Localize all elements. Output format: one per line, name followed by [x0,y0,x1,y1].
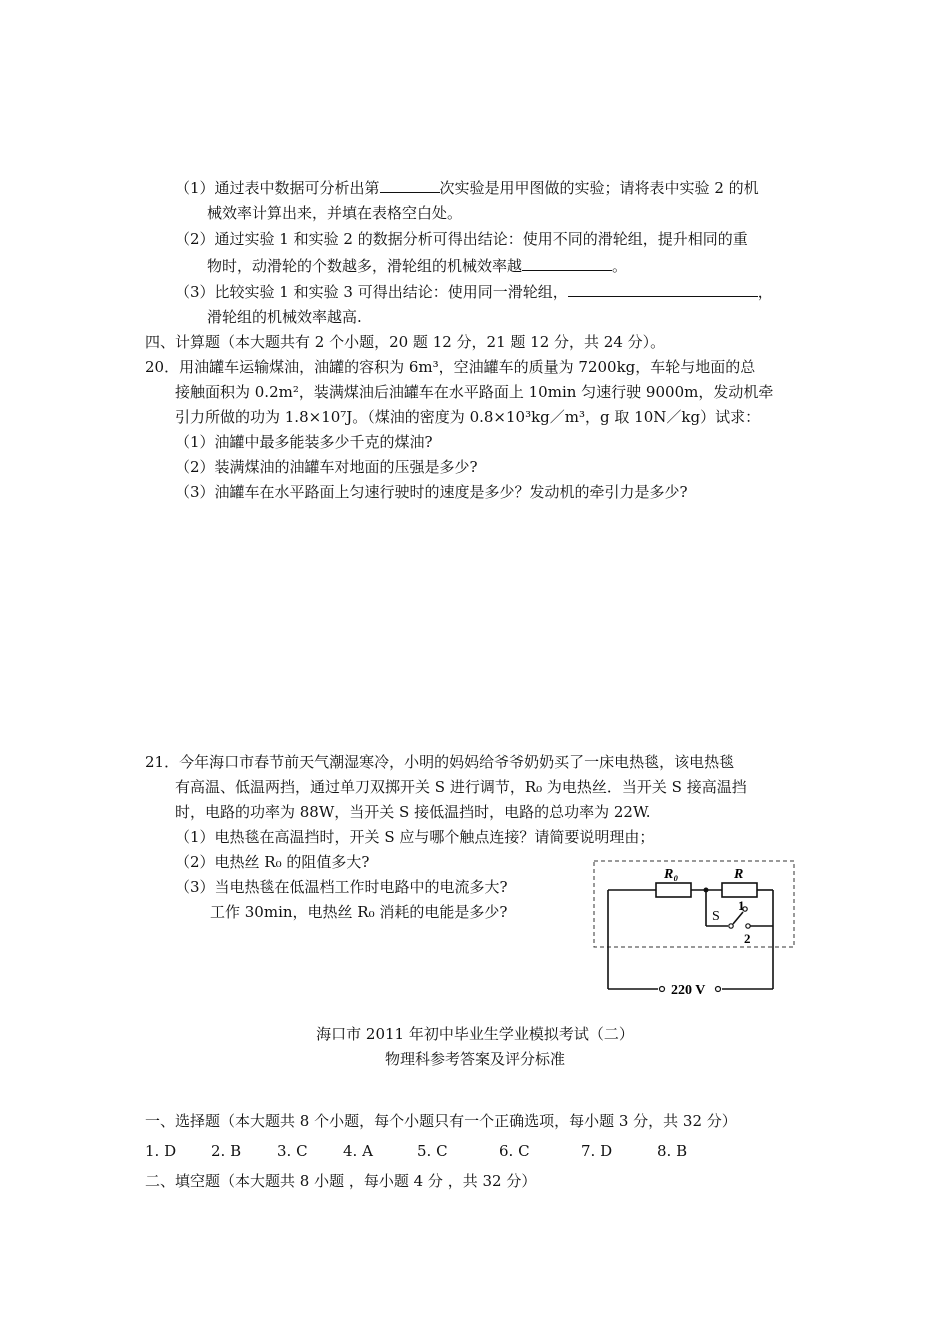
answer-item: 4. A [343,1142,373,1160]
q19-part2-text: 物时，动滑轮的个数越多，滑轮组的机械效率越 [207,257,523,275]
terminal-left [660,987,665,992]
label-r0: R₀ [664,867,679,882]
q21-sub1: （1）电热毯在高温挡时，开关 S 应与哪个触点连接？请简要说明理由； [175,828,655,846]
switch-blade [733,912,743,924]
answer-blank [568,280,758,297]
q21-line2: 有高温、低温两挡，通过单刀双掷开关 S 进行调节，R₀ 为电热丝．当开关 S 接高温挡 [175,778,747,796]
answer-blank [522,254,612,271]
answer-item: 7. D [581,1142,613,1160]
q20-sub1: （1）油罐中最多能装多少千克的煤油? [175,433,433,451]
label-r: R [734,867,744,882]
q19-part3-line1 [175,280,773,303]
resistor-r0 [656,883,691,897]
answer-item: 8. B [657,1142,688,1160]
q19-part1-text-a: （1）通过表中数据可分析出第 [175,179,380,197]
q21-sub3-line1: （3）当电热毯在低温档工作时电路中的电流多大? [175,878,508,896]
q19-part1-line2: 械效率计算出来，并填在表格空白处。 [207,204,463,222]
q20-sub2: （2）装满煤油的油罐车对地面的压强是多少? [175,458,478,476]
terminal-right [716,987,721,992]
q19-part1-line1 [175,176,759,199]
label-contact-1: 1 [738,898,745,913]
choice-answers [145,1140,717,1162]
q19-part1-text-b: 次实验是用甲图做的实验；请将表中实验 2 的机 [439,179,759,197]
q19-part2-end: 。 [612,257,628,275]
q19-part2-line2 [207,254,627,277]
q21-line1: 21．今年海口市春节前天气潮湿寒冷，小明的妈妈给爷爷奶奶买了一床电热毯，该电热毯 [145,753,735,771]
q21-line3: 时，电路的功率为 88W，当开关 S 接低温挡时，电路的总功率为 22W. [175,803,651,821]
resistor-r [722,883,757,897]
answer-item: 6. C [499,1142,530,1160]
answer-subtitle: 物理科参考答案及评分标准 [384,1050,565,1068]
answer-item: 5. C [417,1142,448,1160]
q19-part2-line1: （2）通过实验 1 和实验 2 的数据分析可得出结论：使用不同的滑轮组，提升相同的重 [175,230,748,248]
label-switch: S [712,909,720,924]
q19-part3-line2: 滑轮组的机械效率越高. [207,308,362,326]
contact-2 [746,924,750,928]
q19-part3-comma: ， [757,283,773,301]
q20-line3: 引力所做的功为 1.8×10⁷J。（煤油的密度为 0.8×10³kg／m³，g 取 10N／kg）试求： [175,408,761,426]
answer-item: 1. D [145,1142,177,1160]
label-voltage: 220 V [671,983,706,998]
q21-sub2: （2）电热丝 R₀ 的阻值多大? [175,853,370,871]
answer-title: 海口市 2011 年初中毕业生学业模拟考试（二） [316,1025,634,1043]
dashed-enclosure [594,861,794,947]
circuit-diagram [588,858,798,998]
section-2-heading: 二、填空题（本大题共 8 小题 ，每小题 4 分 ，共 32 分） [145,1172,537,1190]
label-contact-2: 2 [744,931,751,946]
section-1-heading: 一、选择题（本大题共 8 个小题，每个小题只有一个正确选项，每小题 3 分，共 32 分） [145,1112,737,1130]
answer-item: 2. B [211,1142,242,1160]
switch-pivot [729,924,733,928]
q20-line1: 20．用油罐车运输煤油，油罐的容积为 6m³，空油罐车的质量为 7200kg，车轮与地面的总 [145,358,756,376]
q20-sub3: （3）油罐车在水平路面上匀速行驶时的速度是多少？发动机的牵引力是多少? [175,483,688,501]
answer-item: 3. C [277,1142,308,1160]
q20-line2: 接触面积为 0.2m²，装满煤油后油罐车在水平路面上 10min 匀速行驶 9000m，发动机牵 [175,383,774,401]
q19-part3-text: （3）比较实验 1 和实验 3 可得出结论：使用同一滑轮组， [175,283,568,301]
section-4-heading: 四、计算题（本大题共有 2 个小题，20 题 12 分，21 题 12 分，共 24 分）。 [145,333,666,351]
answer-blank [380,176,440,193]
q21-sub3-line2: 工作 30min，电热丝 R₀ 消耗的电能是多少? [210,903,508,921]
